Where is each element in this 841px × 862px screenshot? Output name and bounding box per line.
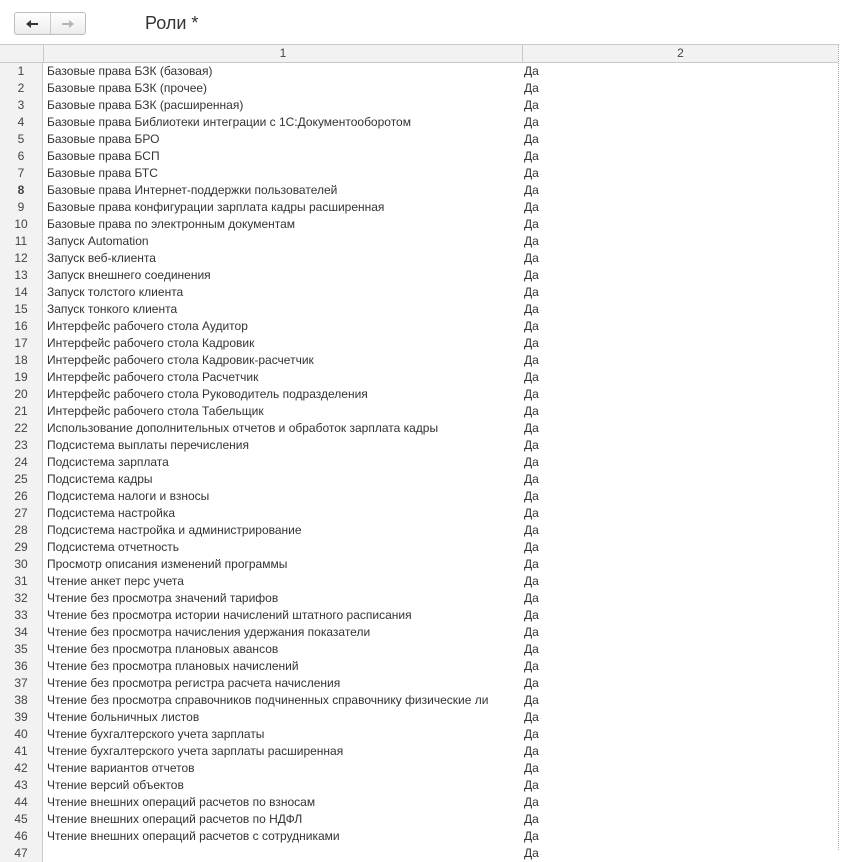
- table-row[interactable]: [0, 63, 838, 80]
- role-name-cell[interactable]: Чтение вариантов отчетов: [47, 761, 195, 775]
- role-name-cell[interactable]: Интерфейс рабочего стола Аудитор: [47, 319, 248, 333]
- role-name-cell[interactable]: Запуск Automation: [47, 234, 149, 248]
- row-number[interactable]: 3: [0, 97, 43, 114]
- table-row[interactable]: [0, 743, 838, 760]
- role-name-cell[interactable]: Базовые права БТС: [47, 166, 158, 180]
- row-number[interactable]: 25: [0, 471, 43, 488]
- forward-button[interactable]: [50, 13, 86, 34]
- role-name-cell[interactable]: Базовые права БЗК (базовая): [47, 64, 213, 78]
- role-value-cell[interactable]: Да: [524, 693, 539, 707]
- role-name-cell[interactable]: Подсистема настройка и администрирование: [47, 523, 302, 537]
- role-value-cell[interactable]: Да: [524, 149, 539, 163]
- role-name-cell[interactable]: Чтение без просмотра справочников подчиненных справочнику физические ли: [47, 693, 489, 707]
- role-value-cell[interactable]: Да: [524, 829, 539, 843]
- row-number[interactable]: 20: [0, 386, 43, 403]
- role-value-cell[interactable]: Да: [524, 438, 539, 452]
- table-row[interactable]: [0, 216, 838, 233]
- table-row[interactable]: [0, 233, 838, 250]
- role-name-cell[interactable]: Интерфейс рабочего стола Расчетчик: [47, 370, 259, 384]
- role-name-cell[interactable]: Чтение без просмотра регистра расчета начисления: [47, 676, 341, 690]
- row-number[interactable]: 9: [0, 199, 43, 216]
- role-value-cell[interactable]: Да: [524, 302, 539, 316]
- page-title: Роли *: [145, 13, 199, 33]
- role-value-cell[interactable]: Да: [524, 608, 539, 622]
- table-row[interactable]: [0, 131, 838, 148]
- role-value-cell[interactable]: Да: [524, 183, 539, 197]
- role-value-cell[interactable]: Да: [524, 744, 539, 758]
- row-number[interactable]: 31: [0, 573, 43, 590]
- row-number[interactable]: 19: [0, 369, 43, 386]
- role-value-cell[interactable]: Да: [524, 489, 539, 503]
- row-number[interactable]: 2: [0, 80, 43, 97]
- row-number[interactable]: 11: [0, 233, 43, 250]
- role-name-cell[interactable]: Чтение бухгалтерского учета зарплаты: [47, 727, 265, 741]
- role-value-cell[interactable]: Да: [524, 812, 539, 826]
- table-row[interactable]: [0, 777, 838, 794]
- table-row[interactable]: [0, 794, 838, 811]
- nav-buttons: [14, 12, 86, 35]
- role-name-cell[interactable]: Базовые права конфигурации зарплата кадры расширенная: [47, 200, 385, 214]
- table-row[interactable]: [0, 607, 838, 624]
- role-name-cell[interactable]: Чтение без просмотра значений тарифов: [47, 591, 279, 605]
- role-name-cell[interactable]: Просмотр описания изменений программы: [47, 557, 288, 571]
- row-number[interactable]: 14: [0, 284, 43, 301]
- row-number[interactable]: 38: [0, 692, 43, 709]
- role-value-cell[interactable]: Да: [524, 523, 539, 537]
- row-number[interactable]: 40: [0, 726, 43, 743]
- role-value-cell[interactable]: Да: [524, 234, 539, 248]
- table-row[interactable]: [0, 318, 838, 335]
- table-row[interactable]: [0, 114, 838, 131]
- role-name-cell[interactable]: Интерфейс рабочего стола Табельщик: [47, 404, 264, 418]
- table-row[interactable]: [0, 488, 838, 505]
- row-number[interactable]: 21: [0, 403, 43, 420]
- table-row[interactable]: [0, 811, 838, 828]
- role-value-cell[interactable]: Да: [524, 574, 539, 588]
- table-row[interactable]: [0, 590, 838, 607]
- table-row[interactable]: [0, 658, 838, 675]
- role-name-cell[interactable]: Чтение без просмотра начисления удержания показатели: [47, 625, 371, 639]
- row-number[interactable]: 47: [0, 845, 43, 862]
- role-value-cell[interactable]: Да: [524, 421, 539, 435]
- role-name-cell[interactable]: Базовые права Библиотеки интеграции с 1С:Документооборотом: [47, 115, 411, 129]
- row-number[interactable]: 17: [0, 335, 43, 352]
- table-row[interactable]: [0, 573, 838, 590]
- row-number[interactable]: 7: [0, 165, 43, 182]
- role-value-cell[interactable]: Да: [524, 132, 539, 146]
- table-row[interactable]: [0, 471, 838, 488]
- table-row[interactable]: [0, 403, 838, 420]
- role-value-cell[interactable]: Да: [524, 353, 539, 367]
- role-name-cell[interactable]: Запуск толстого клиента: [47, 285, 184, 299]
- role-name-cell[interactable]: Запуск внешнего соединения: [47, 268, 211, 282]
- table-row[interactable]: [0, 352, 838, 369]
- row-number[interactable]: 4: [0, 114, 43, 131]
- row-number[interactable]: 29: [0, 539, 43, 556]
- row-number[interactable]: 41: [0, 743, 43, 760]
- row-number[interactable]: 6: [0, 148, 43, 165]
- role-value-cell[interactable]: Да: [524, 336, 539, 350]
- role-value-cell[interactable]: Да: [524, 370, 539, 384]
- row-number[interactable]: 36: [0, 658, 43, 675]
- role-name-cell[interactable]: Базовые права БРО: [47, 132, 160, 146]
- role-value-cell[interactable]: Да: [524, 387, 539, 401]
- role-value-cell[interactable]: Да: [524, 591, 539, 605]
- arrow-left-icon: [25, 19, 39, 29]
- table-row[interactable]: [0, 80, 838, 97]
- table-row[interactable]: [0, 539, 838, 556]
- role-name-cell[interactable]: Подсистема отчетность: [47, 540, 180, 554]
- role-name-cell[interactable]: Чтение без просмотра истории начислений штатного расписания: [47, 608, 412, 622]
- role-value-cell[interactable]: Да: [524, 761, 539, 775]
- role-value-cell[interactable]: Да: [524, 727, 539, 741]
- row-number[interactable]: 34: [0, 624, 43, 641]
- role-value-cell[interactable]: Да: [524, 166, 539, 180]
- role-value-cell[interactable]: Да: [524, 64, 539, 78]
- row-number[interactable]: 28: [0, 522, 43, 539]
- table-row[interactable]: [0, 182, 838, 199]
- role-value-cell[interactable]: Да: [524, 710, 539, 724]
- row-number[interactable]: 42: [0, 760, 43, 777]
- row-number[interactable]: 30: [0, 556, 43, 573]
- row-number[interactable]: 37: [0, 675, 43, 692]
- row-number[interactable]: 26: [0, 488, 43, 505]
- table-row[interactable]: [0, 335, 838, 352]
- role-value-cell[interactable]: Да: [524, 98, 539, 112]
- role-value-cell[interactable]: Да: [524, 455, 539, 469]
- table-row[interactable]: [0, 641, 838, 658]
- role-name-cell[interactable]: Чтение внешних операций расчетов с сотрудниками: [47, 829, 340, 843]
- table-row[interactable]: [0, 454, 838, 471]
- role-value-cell[interactable]: Да: [524, 676, 539, 690]
- table-row[interactable]: [0, 250, 838, 267]
- row-number[interactable]: 10: [0, 216, 43, 233]
- role-value-cell[interactable]: Да: [524, 540, 539, 554]
- role-value-cell[interactable]: Да: [524, 778, 539, 792]
- role-value-cell[interactable]: Да: [524, 200, 539, 214]
- role-name-cell[interactable]: Базовые права БЗК (прочее): [47, 81, 208, 95]
- row-number[interactable]: 22: [0, 420, 43, 437]
- spreadsheet[interactable]: [0, 44, 839, 860]
- role-name-cell[interactable]: Базовые права БЗК (расширенная): [47, 98, 244, 112]
- role-name-cell[interactable]: Чтение анкет перс учета: [47, 574, 184, 588]
- role-name-cell[interactable]: Чтение больничных листов: [47, 710, 200, 724]
- table-row[interactable]: [0, 97, 838, 114]
- table-row[interactable]: [0, 828, 838, 845]
- table-row[interactable]: [0, 692, 838, 709]
- row-number[interactable]: 13: [0, 267, 43, 284]
- role-name-cell[interactable]: [43, 845, 521, 862]
- row-number[interactable]: 5: [0, 131, 43, 148]
- table-row[interactable]: [0, 556, 838, 573]
- table-row[interactable]: [0, 199, 838, 216]
- role-value-cell[interactable]: Да: [524, 642, 539, 656]
- row-number[interactable]: 33: [0, 607, 43, 624]
- row-number[interactable]: 46: [0, 828, 43, 845]
- row-number[interactable]: 16: [0, 318, 43, 335]
- row-number[interactable]: 12: [0, 250, 43, 267]
- role-value-cell[interactable]: Да: [524, 846, 539, 860]
- role-name-cell[interactable]: Подсистема кадры: [47, 472, 153, 486]
- row-number[interactable]: 32: [0, 590, 43, 607]
- table-row[interactable]: [0, 709, 838, 726]
- role-name-cell[interactable]: Подсистема выплаты перечисления: [47, 438, 249, 452]
- table-row[interactable]: [0, 148, 838, 165]
- table-row[interactable]: [0, 301, 838, 318]
- role-value-cell[interactable]: Да: [524, 115, 539, 129]
- table-row[interactable]: [0, 420, 838, 437]
- column-header-2[interactable]: 2: [677, 46, 684, 60]
- table-row[interactable]: [0, 284, 838, 301]
- row-number[interactable]: 8: [0, 182, 43, 199]
- row-number[interactable]: 1: [0, 63, 43, 80]
- table-row[interactable]: [0, 675, 838, 692]
- corner-cell[interactable]: [0, 45, 44, 62]
- role-name-cell[interactable]: Чтение бухгалтерского учета зарплаты расширенная: [47, 744, 344, 758]
- role-value-cell[interactable]: Да: [524, 251, 539, 265]
- row-number[interactable]: 35: [0, 641, 43, 658]
- table-row[interactable]: [0, 522, 838, 539]
- role-name-cell[interactable]: Запуск веб-клиента: [47, 251, 156, 265]
- role-value-cell[interactable]: Да: [524, 81, 539, 95]
- role-name-cell[interactable]: Чтение версий объектов: [47, 778, 184, 792]
- table-row[interactable]: [0, 845, 838, 862]
- column-header-row: [0, 45, 838, 63]
- toolbar: [0, 0, 841, 44]
- role-name-cell[interactable]: Чтение внешних операций расчетов по взносам: [47, 795, 316, 809]
- role-name-cell[interactable]: Чтение без просмотра плановых начислений: [47, 659, 299, 673]
- role-value-cell[interactable]: Да: [524, 268, 539, 282]
- role-value-cell[interactable]: Да: [524, 472, 539, 486]
- row-number[interactable]: 24: [0, 454, 43, 471]
- role-name-cell[interactable]: Подсистема зарплата: [47, 455, 169, 469]
- row-number[interactable]: 15: [0, 301, 43, 318]
- role-name-cell[interactable]: Использование дополнительных отчетов и обработок зарплата кадры: [47, 421, 439, 435]
- table-row[interactable]: [0, 437, 838, 454]
- role-name-cell[interactable]: Базовые права по электронным документам: [47, 217, 296, 231]
- table-row[interactable]: [0, 165, 838, 182]
- row-number[interactable]: 18: [0, 352, 43, 369]
- row-number[interactable]: 23: [0, 437, 43, 454]
- role-value-cell[interactable]: Да: [524, 217, 539, 231]
- role-name-cell[interactable]: Интерфейс рабочего стола Руководитель подразделения: [47, 387, 368, 401]
- role-name-cell[interactable]: Базовые права БСП: [47, 149, 160, 163]
- table-row[interactable]: [0, 386, 838, 403]
- table-row[interactable]: [0, 267, 838, 284]
- role-name-cell[interactable]: Запуск тонкого клиента: [47, 302, 178, 316]
- role-value-cell[interactable]: Да: [524, 319, 539, 333]
- role-name-cell[interactable]: Подсистема настройка: [47, 506, 176, 520]
- table-row[interactable]: [0, 505, 838, 522]
- row-number[interactable]: 39: [0, 709, 43, 726]
- role-value-cell[interactable]: Да: [524, 285, 539, 299]
- row-number[interactable]: 45: [0, 811, 43, 828]
- role-name-cell[interactable]: Чтение без просмотра плановых авансов: [47, 642, 279, 656]
- role-value-cell[interactable]: Да: [524, 506, 539, 520]
- role-value-cell[interactable]: Да: [524, 625, 539, 639]
- role-name-cell[interactable]: Подсистема налоги и взносы: [47, 489, 210, 503]
- table-body: [0, 63, 838, 862]
- table-row[interactable]: [0, 624, 838, 641]
- role-name-cell[interactable]: Интерфейс рабочего стола Кадровик-расчетчик: [47, 353, 314, 367]
- row-number[interactable]: 44: [0, 794, 43, 811]
- role-value-cell[interactable]: Да: [524, 557, 539, 571]
- role-name-cell[interactable]: Чтение внешних операций расчетов по НДФЛ: [47, 812, 303, 826]
- table-row[interactable]: [0, 760, 838, 777]
- row-number[interactable]: 43: [0, 777, 43, 794]
- role-value-cell[interactable]: Да: [524, 659, 539, 673]
- role-name-cell[interactable]: Интерфейс рабочего стола Кадровик: [47, 336, 255, 350]
- table-row[interactable]: [0, 369, 838, 386]
- role-value-cell[interactable]: Да: [524, 404, 539, 418]
- back-button[interactable]: [15, 13, 50, 34]
- row-number[interactable]: 27: [0, 505, 43, 522]
- table-row[interactable]: [0, 726, 838, 743]
- role-value-cell[interactable]: Да: [524, 795, 539, 809]
- role-name-cell[interactable]: Базовые права Интернет-поддержки пользователей: [47, 183, 338, 197]
- arrow-right-icon: [61, 19, 75, 29]
- column-header-1[interactable]: 1: [44, 45, 523, 62]
